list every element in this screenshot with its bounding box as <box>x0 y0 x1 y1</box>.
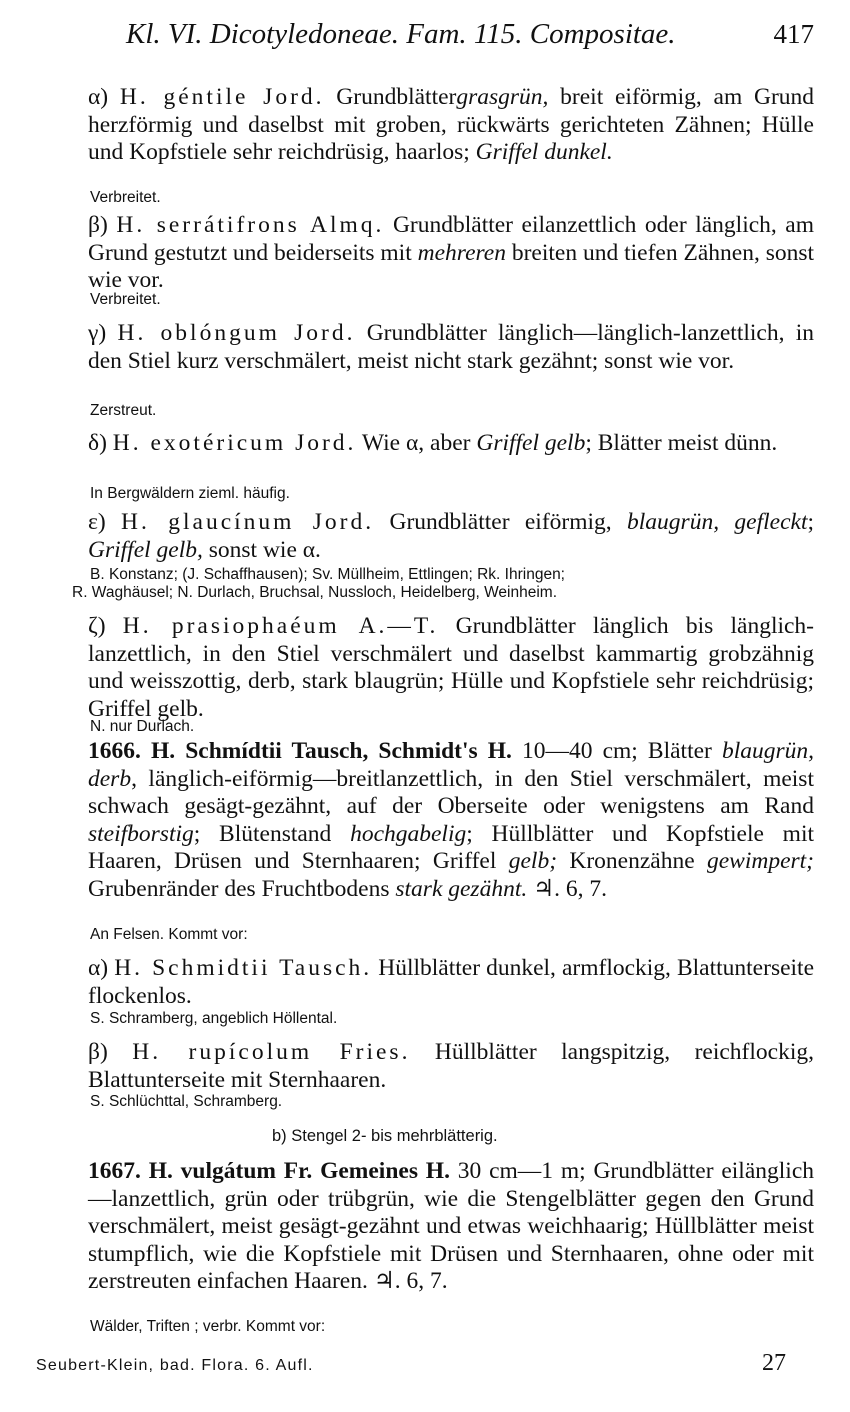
entry-text: Hüllblätter dunkel, armflockig, Blattunterseite flockenlos. <box>88 955 815 1009</box>
entry-text: Grundblätter länglich bis länglich-lanzettlich, in den Stiel verschmälert und daselbst kammartig grobzähnig und weisszottig, derb, stark blaugrün; Hülle und Kopfstiele sehr reichdrüsig; Griffel gelb. <box>88 613 815 722</box>
entry-text-italic: gewimpert; <box>706 848 815 874</box>
entry-text: Wie α, aber <box>361 430 471 456</box>
entry-marker: ζ) <box>88 613 106 639</box>
entry-text: Grundblätter länglich—länglich-lanzettlich, in den Stiel kurz verschmälert, meist nicht stark gezähnt; sonst wie vor. <box>88 320 815 374</box>
species-name: H. Schmídtii Tausch, Schmidt's H. <box>150 738 512 764</box>
entry-epsilon <box>36 509 814 564</box>
species-number: 1666. <box>88 738 141 764</box>
entry-delta <box>36 430 814 458</box>
entry-text: ; <box>807 509 815 535</box>
taxon-name: H. serrátifrons Almq. <box>116 212 385 238</box>
entry-text: ; Hüllblätter und Kopfstiele mit Haaren, Drüsen und Sternhaaren; Griffel <box>88 820 815 874</box>
distribution-note: In Bergwäldern zieml. häufig. <box>90 485 290 502</box>
entry-text: ; Blütenstand <box>193 820 332 847</box>
section-subheading: b) Stengel 2- bis mehrblätterig. <box>272 1127 498 1145</box>
distribution-note: Wälder, Triften ; verbr. Kommt vor: <box>90 1318 326 1335</box>
entry-text-italic: blaugrün, gefleckt <box>627 509 808 535</box>
distribution-note: Verbreitet. <box>90 291 161 308</box>
entry-text: Kronenzähne <box>569 848 695 874</box>
entry-text: ; Blätter meist dünn. <box>585 430 778 456</box>
entry-text: Grubenränder des Fruchtbodens <box>88 875 390 902</box>
distribution-note: Zerstreut. <box>90 402 157 419</box>
entry-text-italic: grasgrün, <box>456 84 549 110</box>
entry-text-italic: hochgabelig <box>350 820 467 847</box>
entry-marker: α) <box>88 84 109 110</box>
distribution-note: R. Waghäusel; N. Durlach, Bruchsal, Nussloch, Heidelberg, Weinheim. <box>72 584 558 601</box>
entry-text: 30 cm—1 m; Grundblätter eilänglich—lanzettlich, grün oder trübgrün, wie die Stengelblätter gegen den Grund verschmälert, meist gesägt-gezähnt und etwas weichhaarig; Hüllblätter meist stumpflich, wie die Kopfstiele mit Drüsen und Sternhaaren, ohne oder mit zerstreuten einfachen Haaren. ♃. 6, 7. <box>88 1158 814 1294</box>
entry-gamma <box>36 320 814 375</box>
distribution-note: B. Konstanz; (J. Schaffhausen); Sv. Müllheim, Ettlingen; Rk. Ihringen; <box>90 566 565 583</box>
header-title: Kl. VI. Dicotyledoneae. Fam. 115. Compositae. <box>126 18 676 50</box>
entry-text-italic: mehreren <box>417 239 506 266</box>
entry-text: 10—40 cm; Blätter <box>522 738 712 764</box>
species-1667 <box>36 1158 814 1296</box>
entry-text-italic: gelb; <box>508 848 558 874</box>
entry-text: , länglich-eiförmig—breitlanzettlich, in den Stiel verschmälert, meist schwach gesägt-gezähnt, auf der Oberseite oder wenigstens am Rand <box>88 765 814 819</box>
distribution-note: N. nur Durlach. <box>90 718 195 735</box>
entry-marker: δ) <box>88 430 107 456</box>
entry-beta <box>36 212 814 295</box>
entry-text-italic: blaugrün, derb <box>88 738 815 792</box>
entry-text: sonst wie α. <box>208 536 321 563</box>
taxon-name: H. rupícolum Fries. <box>132 1039 411 1065</box>
distribution-note: Verbreitet. <box>90 189 161 206</box>
entry-text-italic: Griffel dunkel. <box>475 139 613 165</box>
taxon-name: H. prasiophaéum A.—T. <box>122 613 439 639</box>
entry-text: breiten und tiefen Zähnen, sonst wie vor. <box>88 239 815 293</box>
distribution-note: An Felsen. Kommt vor: <box>90 926 248 943</box>
entry-zeta <box>36 613 814 723</box>
species-1666 <box>36 738 814 903</box>
entry-text-italic: Griffel gelb, <box>88 536 203 563</box>
subentry-alpha <box>36 955 814 1010</box>
entry-marker: β) <box>88 1039 108 1065</box>
entry-marker: α) <box>88 955 109 981</box>
subentry-beta <box>36 1039 814 1094</box>
entry-marker: γ) <box>88 320 107 346</box>
entry-text: Grundblätter eiförmig, <box>389 509 612 535</box>
entry-marker: β) <box>88 212 108 238</box>
signature-mark: 27 <box>762 1350 786 1376</box>
species-name: H. vulgátum Fr. Gemeines H. <box>148 1158 450 1184</box>
distribution-note: S. Schramberg, angeblich Höllental. <box>90 1010 338 1027</box>
distribution-note: S. Schlüchttal, Schramberg. <box>90 1093 283 1110</box>
entry-alpha <box>36 84 814 167</box>
taxon-name: H. glaucínum Jord. <box>121 509 375 535</box>
taxon-name: H. oblóngum Jord. <box>117 320 356 346</box>
entry-text: breit eiförmig, am Grund herzförmig und daselbst mit groben, rückwärts gerichteten Zähnen; Hülle und Kopfstiele sehr reichdrüsig, haarlos; <box>88 84 815 165</box>
page-footer <box>36 1350 786 1377</box>
running-header <box>126 18 814 51</box>
taxon-name: H. Schmidtii Tausch. <box>114 955 373 981</box>
page-number: 417 <box>773 19 814 49</box>
taxon-name: H. géntile Jord. <box>119 84 325 110</box>
entry-text-italic: Griffel gelb <box>476 430 586 456</box>
entry-text: Grundblätter <box>336 84 457 110</box>
entry-text: ♃. 6, 7. <box>533 875 608 902</box>
entry-text-italic: stark gezähnt. <box>395 875 528 902</box>
entry-text-italic: steifborstig <box>88 820 194 847</box>
species-number: 1667. <box>88 1158 141 1184</box>
footer-source: Seubert-Klein, bad. Flora. 6. Aufl. <box>36 1357 314 1374</box>
taxon-name: H. exotéricum Jord. <box>112 430 357 456</box>
entry-text: Hüllblätter langspitzig, reichflockig, Blattunterseite mit Sternhaaren. <box>88 1039 814 1093</box>
entry-text: Grundblätter eilanzettlich oder länglich, am Grund gestutzt und beiderseits mit <box>88 212 815 266</box>
entry-marker: ε) <box>88 509 106 535</box>
